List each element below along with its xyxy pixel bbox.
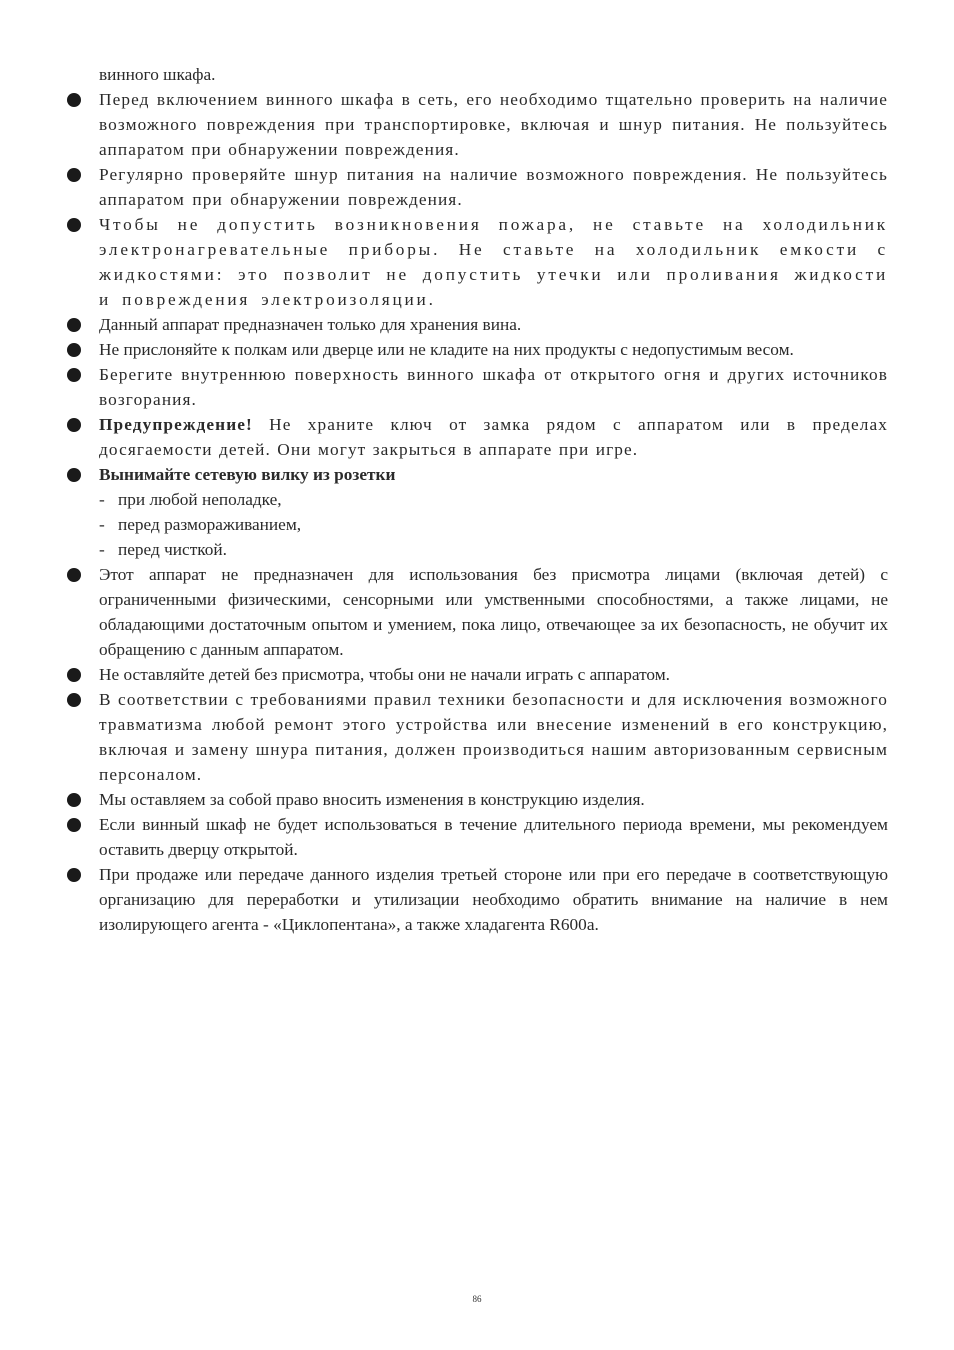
- list-item: [99, 162, 888, 212]
- bullet-icon: [67, 93, 81, 107]
- list-item: [99, 562, 888, 662]
- list-item-text: Не оставляйте детей без присмотра, чтобы они не начали играть с аппаратом.: [99, 665, 670, 684]
- list-item: [99, 662, 888, 687]
- list-item: [99, 362, 888, 412]
- continuation-text: винного шкафа.: [99, 65, 216, 84]
- sub-list-item-text: перед размораживанием,: [118, 515, 302, 534]
- list-item-text: Перед включением винного шкафа в сеть, его необходимо тщательно проверить на наличие возможного повреждения при транспортировке, включая и шнур питания. Не пользуйтесь аппаратом при обнаружении повреждения.: [99, 90, 888, 159]
- bullet-icon: [67, 793, 81, 807]
- list-item-text: Не прислоняйте к полкам или дверце или не кладите на них продукты с недопустимым весом.: [99, 340, 794, 359]
- list-item-text: В соответствии с требованиями правил техники безопасности и для исключения возможного травматизма любой ремонт этого устройства или внесение изменений в его конструкцию, включая и замену шнура питания, должен производиться нашим авторизованным сервисным персоналом.: [99, 690, 888, 784]
- bullet-icon: [67, 668, 81, 682]
- bullet-icon: [67, 868, 81, 882]
- unplug-heading: Вынимайте сетевую вилку из розетки: [99, 465, 396, 484]
- safety-instructions: [99, 62, 888, 937]
- sub-list-item: [99, 487, 888, 512]
- list-item-text: Данный аппарат предназначен только для хранения вина.: [99, 315, 522, 334]
- list-item: [99, 787, 888, 812]
- bullet-icon: [67, 693, 81, 707]
- list-item-text: Берегите внутреннюю поверхность винного шкафа от открытого огня и других источников возгорания.: [99, 365, 888, 409]
- page-number: 86: [472, 1294, 482, 1304]
- sub-list-item-text: перед чисткой.: [118, 540, 228, 559]
- bullet-icon: [67, 343, 81, 357]
- warning-label: Предупреждение!: [99, 415, 253, 434]
- bullet-icon: [67, 568, 81, 582]
- list-item-text: При продаже или передаче данного изделия третьей стороне или при его передаче в соответствующую организацию для переработки и утилизации необходимо обратить внимание на наличие в нем изолирующего агента - «Циклопентана», а также хладагента R600a.: [99, 865, 888, 934]
- dash-marker: -: [99, 540, 105, 559]
- list-item-text: Регулярно проверяйте шнур питания на наличие возможного повреждения. Не пользуйтесь аппаратом при обнаружении повреждения.: [99, 165, 888, 209]
- bullet-icon: [67, 368, 81, 382]
- bullet-icon: [67, 318, 81, 332]
- list-item-text: Если винный шкаф не будет использоваться в течение длительного периода времени, мы рекомендуем оставить дверцу открытой.: [99, 815, 888, 859]
- dash-marker: -: [99, 490, 105, 509]
- list-item-text: Этот аппарат не предназначен для использования без присмотра лицами (включая детей) с ограниченными физическими, сенсорными или умственными способностями, а также лицами, не обладающими достаточным опытом и умением, пока лицо, отвечающее за их безопасность, не обучит их обращению с данным аппаратом.: [99, 565, 888, 659]
- bullet-icon: [67, 468, 81, 482]
- list-item: [99, 87, 888, 162]
- list-item: [99, 337, 888, 362]
- dash-marker: -: [99, 515, 105, 534]
- list-item: [99, 687, 888, 787]
- bullet-icon: [67, 418, 81, 432]
- list-item-text: Мы оставляем за собой право вносить изменения в конструкцию изделия.: [99, 790, 645, 809]
- list-item-text: Чтобы не допустить возникновения пожара, не ставьте на холодильник электронагревательные приборы. Не ставьте на холодильник емкости с жидкостями: это позволит не допустить утечки или проливания жидкости и повреждения электроизоляции.: [99, 215, 888, 309]
- warning-text: Не храните ключ от замка рядом с аппаратом или в пределах досягаемости детей. Они могут закрыться в аппарате при игре.: [99, 415, 888, 459]
- bullet-icon: [67, 168, 81, 182]
- sub-list-item: [99, 512, 888, 537]
- list-item: [99, 812, 888, 862]
- list-item-text: [99, 412, 888, 462]
- bullet-icon: [67, 818, 81, 832]
- list-item: [99, 312, 888, 337]
- list-item: [99, 212, 888, 312]
- sub-list-item-text: при любой неполадке,: [118, 490, 282, 509]
- sub-list-item: [99, 537, 888, 562]
- bullet-icon: [67, 218, 81, 232]
- list-item-warning: [99, 412, 888, 462]
- list-item: [99, 862, 888, 937]
- list-item-unplug: [99, 462, 888, 562]
